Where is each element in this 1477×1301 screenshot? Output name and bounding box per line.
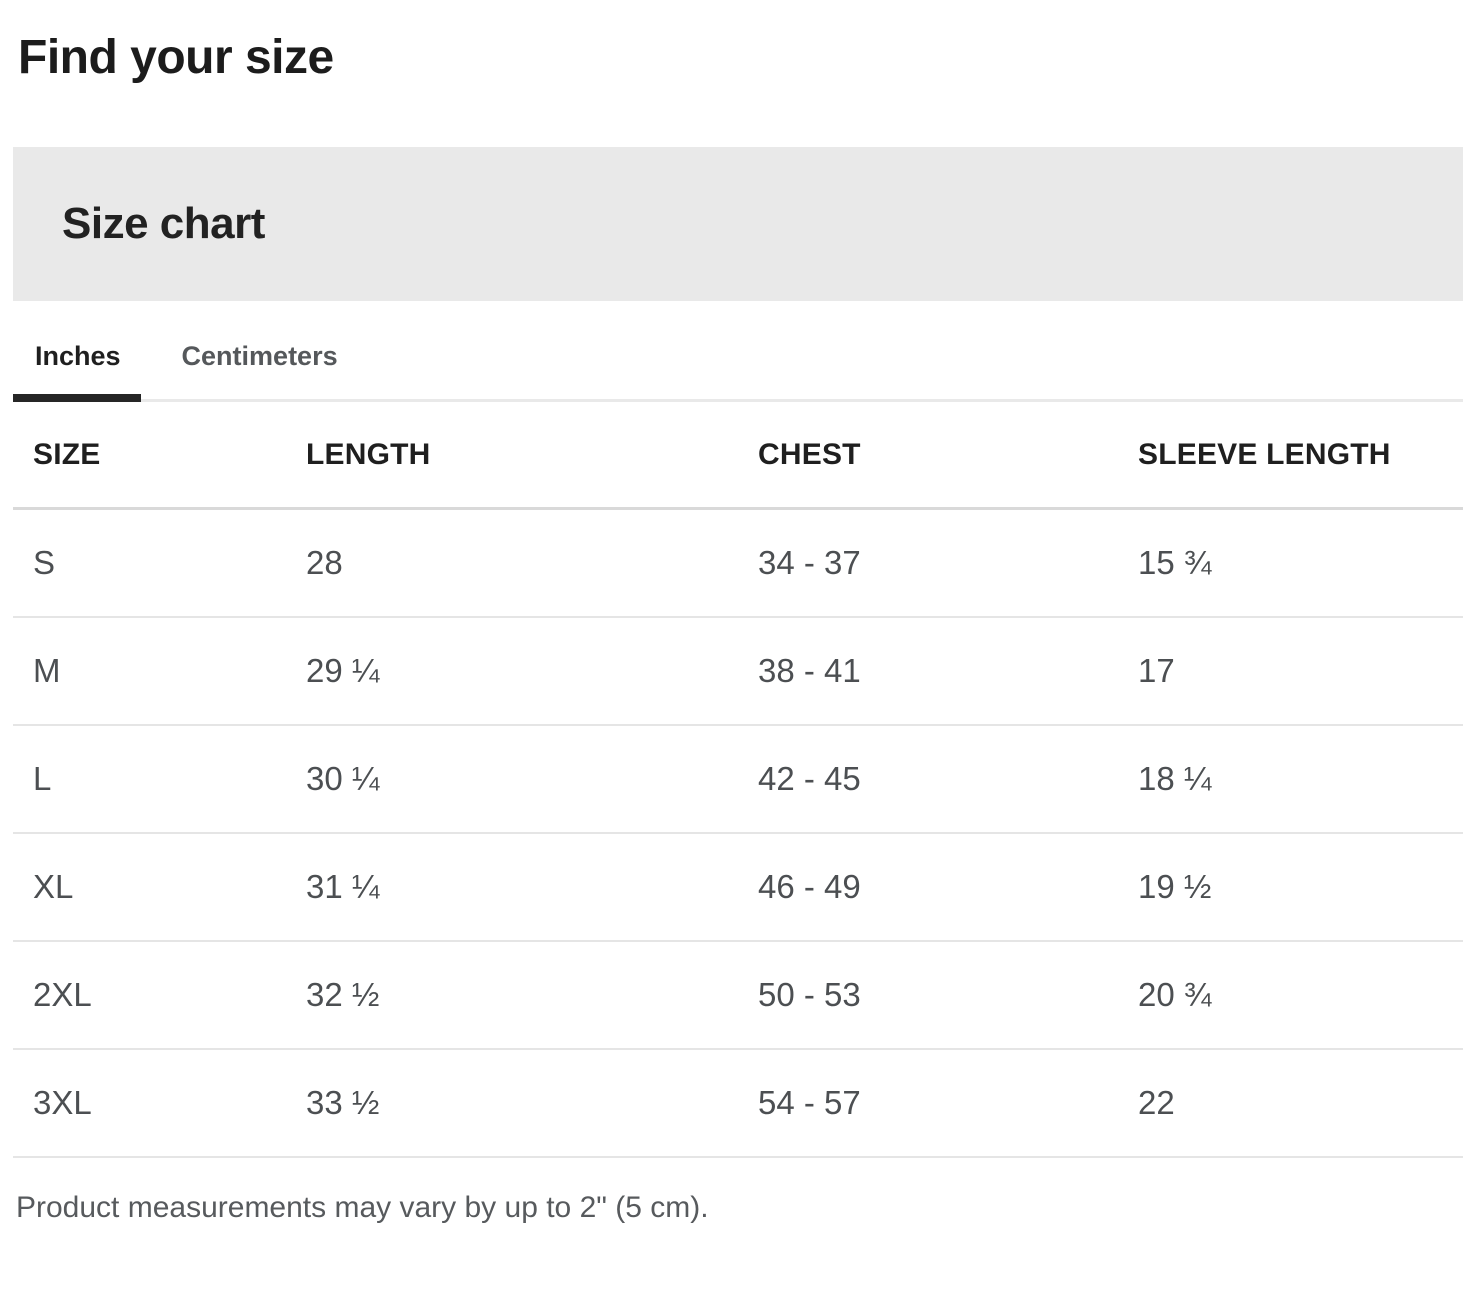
- measurement-note: Product measurements may vary by up to 2" (5 cm).: [16, 1191, 709, 1225]
- column-header-size: SIZE: [33, 437, 101, 471]
- cell-chest: 46 - 49: [758, 868, 861, 906]
- cell-sleeve: 17: [1138, 652, 1175, 690]
- cell-length: 30 ¼: [306, 760, 380, 798]
- table-row: [13, 942, 1463, 1050]
- table-row: [13, 618, 1463, 726]
- size-chart-banner: [13, 147, 1463, 301]
- column-header-sleeve-length: SLEEVE LENGTH: [1138, 437, 1391, 471]
- cell-size: M: [33, 652, 61, 690]
- cell-size: 2XL: [33, 976, 92, 1014]
- cell-chest: 54 - 57: [758, 1084, 861, 1122]
- cell-sleeve: 19 ½: [1138, 868, 1212, 906]
- cell-chest: 50 - 53: [758, 976, 861, 1014]
- table-header-row: [13, 402, 1463, 510]
- cell-size: S: [33, 544, 56, 582]
- tab-inches[interactable]: Inches: [13, 301, 141, 399]
- page-title: Find your size: [18, 31, 334, 84]
- size-guide-panel: [13, 0, 1463, 1225]
- cell-sleeve: 18 ¼: [1138, 760, 1212, 798]
- column-header-chest: CHEST: [758, 437, 861, 471]
- unit-tabs: [13, 301, 1463, 402]
- table-row: [13, 1050, 1463, 1158]
- cell-length: 31 ¼: [306, 868, 380, 906]
- cell-length: 28: [306, 544, 343, 582]
- cell-size: XL: [33, 868, 74, 906]
- column-header-length: LENGTH: [306, 437, 431, 471]
- cell-sleeve: 22: [1138, 1084, 1175, 1122]
- cell-size: 3XL: [33, 1084, 92, 1122]
- cell-chest: 34 - 37: [758, 544, 861, 582]
- cell-sleeve: 20 ¾: [1138, 976, 1212, 1014]
- size-table: [13, 402, 1463, 1158]
- cell-size: L: [33, 760, 52, 798]
- table-row: [13, 510, 1463, 618]
- cell-length: 33 ½: [306, 1084, 380, 1122]
- table-row: [13, 726, 1463, 834]
- tab-centimeters[interactable]: Centimeters: [160, 301, 358, 399]
- cell-sleeve: 15 ¾: [1138, 544, 1212, 582]
- cell-length: 32 ½: [306, 976, 380, 1014]
- cell-chest: 42 - 45: [758, 760, 861, 798]
- cell-length: 29 ¼: [306, 652, 380, 690]
- cell-chest: 38 - 41: [758, 652, 861, 690]
- size-chart-title: Size chart: [62, 199, 265, 249]
- table-row: [13, 834, 1463, 942]
